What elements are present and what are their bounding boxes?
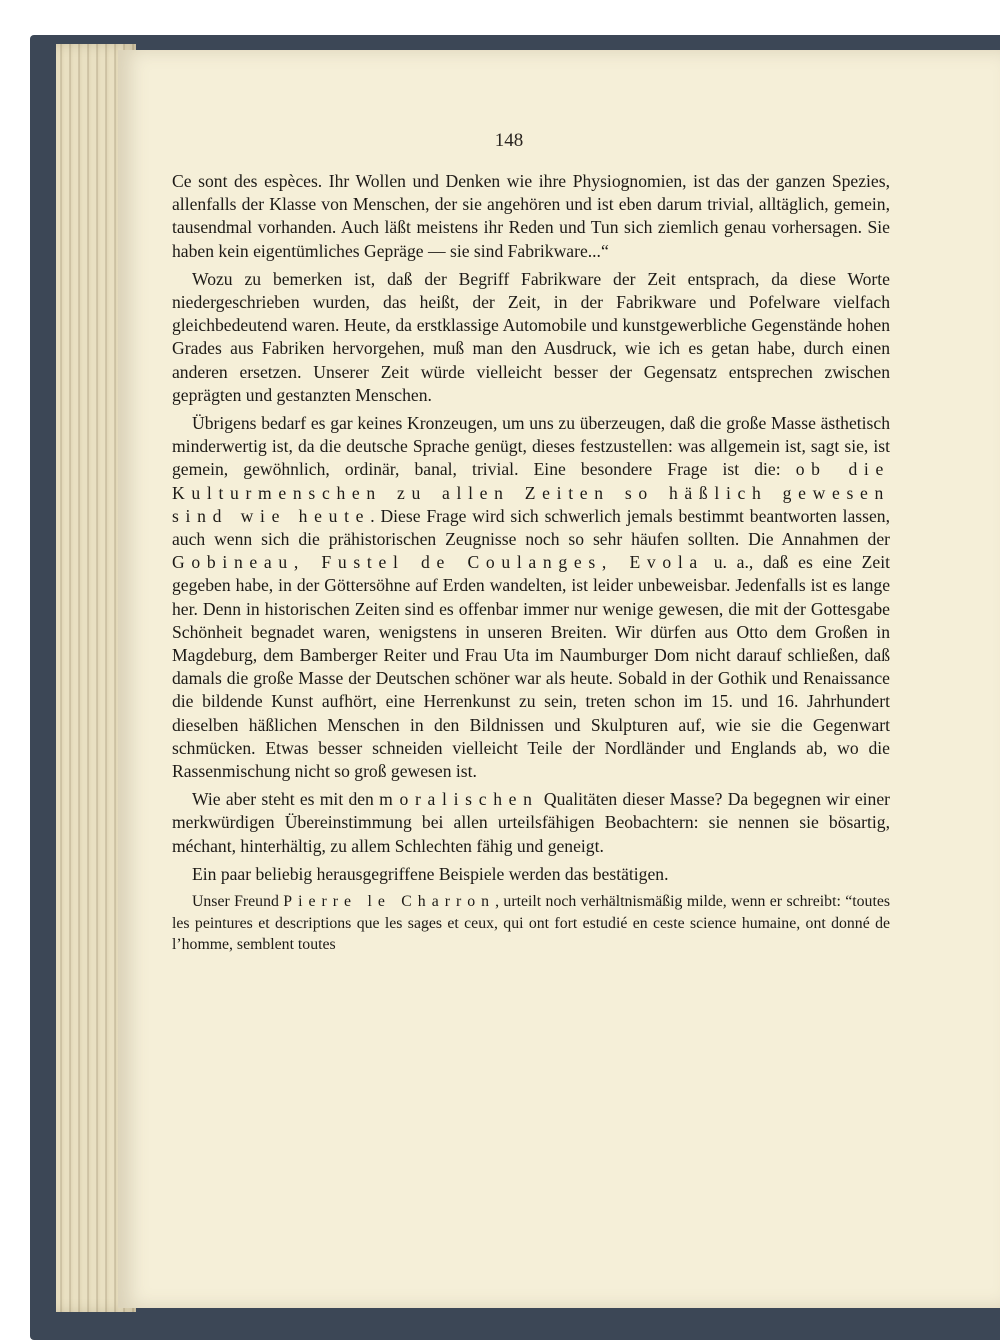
body-text	[172, 170, 890, 961]
paragraph	[172, 863, 890, 886]
spaced-emphasis: ob die Kulturmenschen zu allen Zeiten so häßlich gewesen sind wie heute	[172, 459, 891, 526]
paragraph	[172, 412, 890, 783]
text-run: Unser Freund	[192, 893, 284, 911]
text-run: Wozu zu bemerken ist, daß der Begriff Fabrikware der Zeit entsprach, da diese Worte niedergeschrieben wurden, das heißt, der Zeit, in der Fabrikware und Pofelware vielfach gleichbedeutend waren. Heute, da erstklassige Automobile und kunstgewerbliche Gegenstände hohen Grades aus Fabriken hervorgehen, muß man den Ausdruck, wie ich es getan habe, durch einen anderen ersetzen. Unserer Zeit würde vielleicht besser der Gegensatz entsprechen zwischen geprägten und gestanzten Menschen.	[172, 268, 890, 405]
text-run: Wie aber steht es mit den	[192, 789, 380, 810]
text-run: Übrigens bedarf es gar keines Kronzeugen, um uns zu überzeugen, daß die große Masse ästhetisch minderwertig ist, da die deutsche Sprache genügt, dieses festzustellen: was allgemein ist, sagt sie, ist gemein, gewöhnlich, ordinär, banal, trivial. Eine besondere Frage ist die:	[172, 413, 890, 480]
text-run: u. a., daß es eine Zeit gegeben habe, in der Göttersöhne auf Erden wandelten, ist leider unbeweisbar. Jedenfalls ist es lange her. Denn in historischen Zeiten sind es offenbar immer nur wenige gewesen, die mit der Gottesgabe Schönheit begnadet waren, wenigstens in unseren Breiten. Wir dürfen aus Otto dem Großen in Magdeburg, dem Bamberger Reiter und Frau Uta im Naumburger Dom nicht darauf schließen, daß damals die große Masse der Deutschen schöner war als heute. Sobald in der Gothik und Renaissance die bildende Kunst aufhört, eine Herrenkunst zu sein, treten schon im 15. und 16. Jahrhundert dieselben häßlichen Menschen in den Bildnissen und Skulpturen auf, wie sie die Gegenwart schmücken. Etwas besser schneiden vielleicht Teile der Nordländer und Englands ab, wo die Rassenmischung nicht so groß gewesen ist.	[172, 552, 890, 782]
text-run: Ein paar beliebig herausgegriffene Beispiele werden das bestätigen.	[192, 863, 669, 884]
spaced-emphasis: moralischen	[379, 789, 539, 810]
text-run: Ce sont des espèces. Ihr Wollen und Denken wie ihre Physiognomien, ist das der ganzen Spezies, allenfalls der Klasse von Menschen, der sie angehören und ist eben darum trivial, alltäglich, gemein, tausendmal vorhanden. Auch läßt meistens ihr Reden und Tun sich ziemlich genau vorhersagen. Sie haben kein eigentümliches Gepräge — sie sind Fabrikware...“	[172, 171, 890, 261]
spaced-emphasis: Gobineau, Fustel de Coulanges, Evola	[172, 552, 704, 573]
text-run: . Diese Frage wird sich schwerlich jemals bestimmt beantworten lassen, auch wenn sich die prähistorischen Zeugnisse noch so sehr häufen sollten. Die Annahmen der	[172, 505, 890, 550]
paragraph	[172, 891, 890, 956]
text-run: Qualitäten dieser Masse? Da begegnen wir einer merkwürdigen Übereinstimmung bei allen urteilsfähigen Beobachtern: sie nennen sie bösartig, méchant, hinterhältig, zu allem Schlechten fähig und geneigt.	[172, 789, 890, 856]
text-run: , urteilt noch verhältnismäßig milde, wenn er schreibt: “toutes les peintures et descriptions que les sages et ceux, qui ont fort estudié en ceste science humaine, ont donné de l’homme, semblent toutes	[172, 893, 890, 954]
paragraph	[172, 170, 890, 263]
page-number: 148	[494, 130, 524, 151]
paragraph	[172, 788, 890, 858]
paragraph	[172, 268, 890, 407]
spaced-emphasis: Pierre le Charron	[283, 893, 496, 911]
